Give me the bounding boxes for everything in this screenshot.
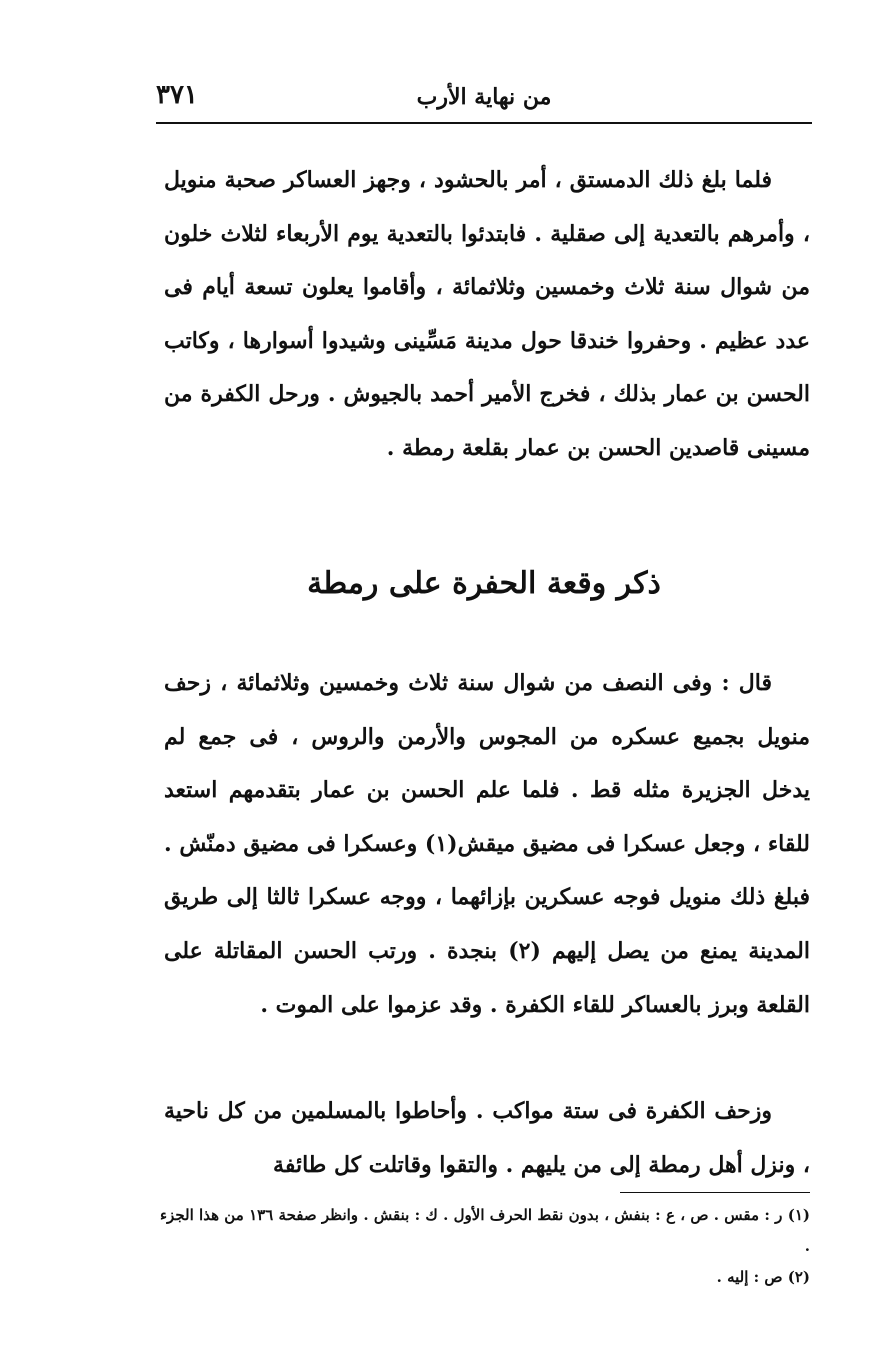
- paragraph-text: وزحف الكفرة فى ستة مواكب . وأحاطوا بالمسلمين من كل ناحية ، ونزل أهل رمطة إلى من يليهم . والتقوا وقاتلت كل طائفة: [164, 1098, 810, 1178]
- footnote-2: (٢) ص : إليه .: [716, 1268, 810, 1286]
- page-number: ٣٧١: [156, 80, 198, 110]
- paragraph-text: فلما بلغ ذلك الدمستق ، أمر بالحشود ، وجهز العساكر صحبة منويل ، وأمرهم بالتعدية إلى صقلية . فابتدئوا بالتعدية يوم الأربعاء لثلاث خلون من شوال سنة ثلاث وخمسين وثلاثمائة ، وأقاموا يعلون تسعة أيام فى عدد عظيم . وحفروا خندقا حول مدينة مَسِّينى وشيدوا أسوارها ، وكاتب الحسن بن عمار بذلك ، فخرج الأمير أحمد بالجيوش . ورحل الكفرة من مسينى قاصدين الحسن بن عمار بقلعة رمطة .: [164, 167, 810, 461]
- section-heading: ذكر وقعة الحفرة على رمطة: [307, 566, 661, 601]
- running-title: من نهاية الأرب: [416, 84, 552, 110]
- body-paragraph: [164, 657, 810, 1032]
- footnote-divider: [620, 1192, 810, 1193]
- paragraph-text: قال : وفى النصف من شوال سنة ثلاث وخمسين وثلاثمائة ، زحف منويل بجميع عسكره من المجوس والأرمن والروس ، فى جمع لم يدخل الجزيرة مثله قط . فلما علم الحسن بن عمار بتقدمهم استعد للقاء ، وجعل عسكرا فى مضيق ميقش(١) وعسكرا فى مضيق دمنّش . فبلغ ذلك منويل فوجه عسكرين بإزائهما ، ووجه عسكرا ثالثا إلى طريق المدينة يمنع من يصل إليهم (٢) بنجدة . ورتب الحسن المقاتلة على القلعة وبرز بالعساكر للقاء الكفرة . وقد عزموا على الموت .: [164, 670, 810, 1018]
- running-header: [156, 78, 812, 118]
- body-paragraph: [164, 1085, 810, 1192]
- body-paragraph: [164, 154, 810, 476]
- header-divider: [156, 122, 812, 124]
- footnote-1: (١) ر : مقس . ص ، ع : بنفش ، بدون نقط الحرف الأول . ك : بنقش . وانظر صفحة ١٣٦ من هذا الجزء .: [160, 1206, 810, 1255]
- footnotes: [160, 1200, 810, 1293]
